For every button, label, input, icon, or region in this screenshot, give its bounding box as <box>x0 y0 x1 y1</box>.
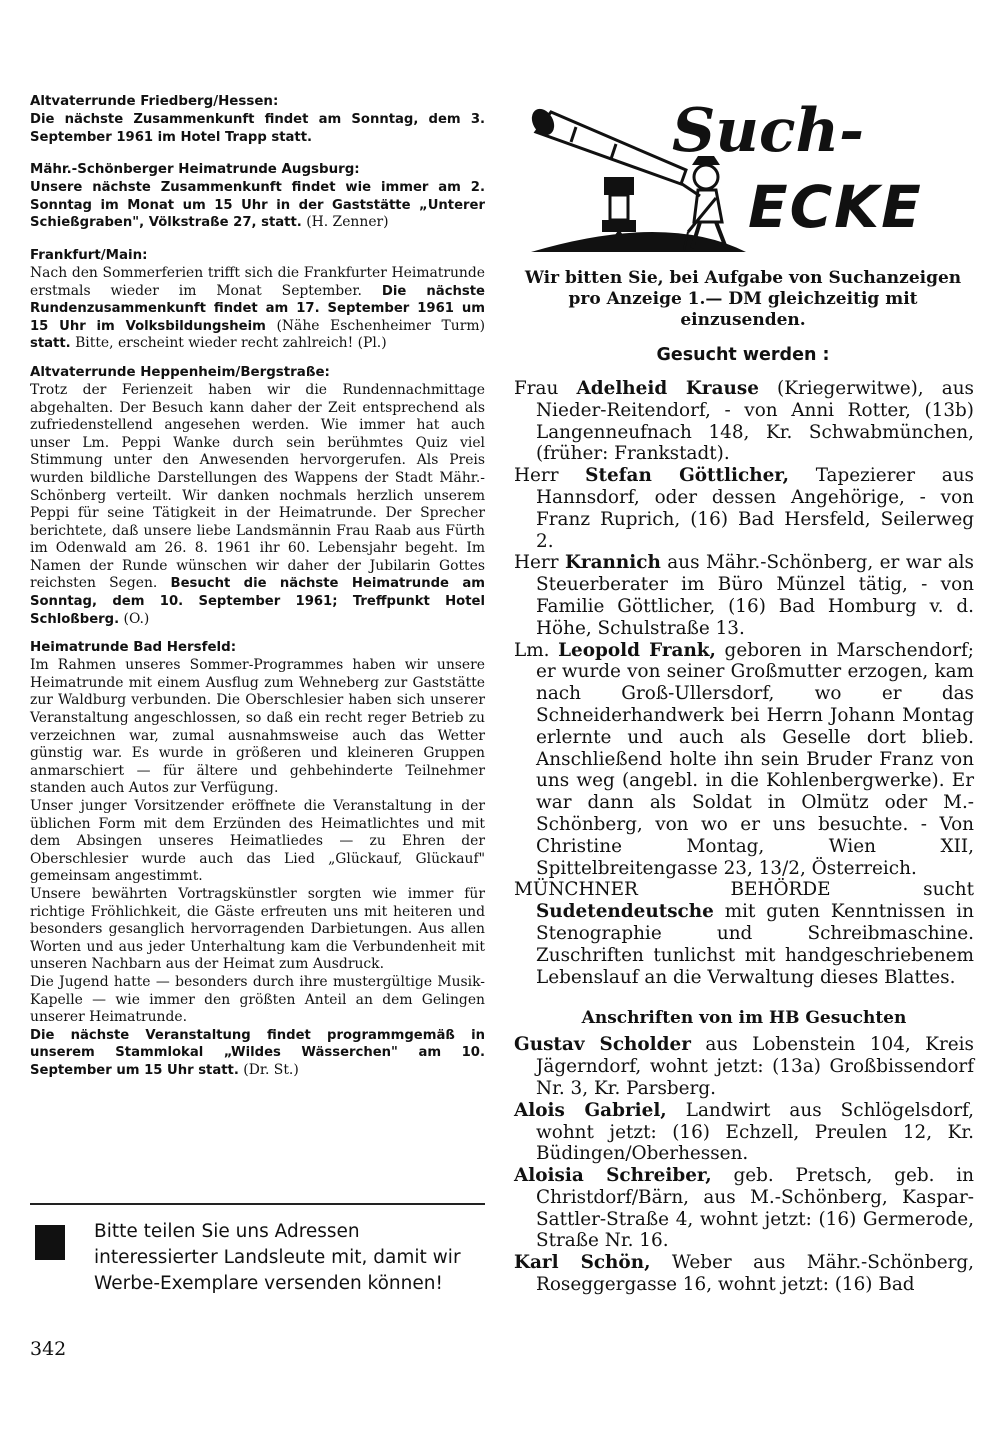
entry-name: Karl Schön, <box>514 1252 651 1274</box>
frankfurt-bold-2: statt. <box>30 336 71 352</box>
anschriften-heading: Anschriften von im HB Gesuchten <box>581 1008 907 1029</box>
hersfeld-para-4: Die Jugend hatte — besonders durch ihre mustergültige Musik-Kapelle — wie immer den größten Anteil an dem Gelingen unserer Heimatrunde. <box>30 973 485 1026</box>
section-text-augsburg <box>30 179 485 232</box>
anschrift-entry <box>514 1165 974 1252</box>
entry-prefix: Frau <box>514 378 577 399</box>
entry-text: Weber aus Mähr.-Schönberg, Roseggergasse 16, wohnt jetzt: (16) Bad <box>536 1252 974 1296</box>
section-heading-heppenheim: Altvaterrunde Heppenheim/Bergstraße: <box>30 364 330 380</box>
entry-name: Gustav Scholder <box>514 1034 691 1056</box>
heppenheim-bold: Besucht die nächste Heimatrunde am Sonntag, dem 10. September 1961; Treffpunkt Hotel Schloßberg. <box>30 576 485 627</box>
hersfeld-bold: Die nächste Veranstaltung findet programmgemäß in unserem Stammlokal „Wildes Wässerchen" am 10. September um 15 Uhr statt. <box>30 1027 485 1078</box>
logo-text-ecke: ECKE <box>748 173 923 241</box>
hersfeld-para-5 <box>30 1027 485 1080</box>
anschrift-entry <box>514 1034 974 1099</box>
gesucht-entry <box>514 378 974 465</box>
entry-text: aus Lobenstein 104, Kreis Jägerndorf, wohnt jetzt: (13a) Großbissendorf Nr. 3, Kr. Parsberg. <box>536 1034 974 1099</box>
hersfeld-tail: (Dr. St.) <box>238 1061 299 1078</box>
section-text-frankfurt <box>30 265 485 353</box>
page-number: 342 <box>30 1338 67 1360</box>
entry-prefix: MÜNCHNER BEHÖRDE sucht <box>514 879 974 901</box>
entry-prefix: Lm. <box>514 639 559 661</box>
frankfurt-location: (Nähe Eschenheimer Turm) <box>276 317 485 334</box>
anschrift-entry <box>514 1252 974 1296</box>
entry-name: Krannich <box>564 552 661 574</box>
gesucht-entry <box>514 640 974 880</box>
logo-text-such: Such- <box>672 96 865 166</box>
entries-list <box>514 378 974 1296</box>
entry-name: Leopold Frank, <box>558 639 716 661</box>
augsburg-bold-text: Unsere nächste Zusammenkunft findet wie immer am 2. Sonntag im Monat um 15 Uhr in der Gaststätte „Unterer Schießgraben", Völkstraße 27, statt. <box>30 180 485 231</box>
entry-text: (Kriegerwitwe), aus Nieder-Reitendorf, - von Anni Rotter, (13b) Langenneufnach 148, Kr. Schwabmünchen, (früher: Frankstadt). <box>536 378 974 465</box>
section-heading-hersfeld: Heimatrunde Bad Hersfeld: <box>30 640 237 656</box>
entry-text: Landwirt aus Schlögelsdorf, wohnt jetzt: (16) Echzell, Preulen 12, Kr. Büdingen/Oberhessen. <box>536 1099 974 1165</box>
section-heading-frankfurt: Frankfurt/Main: <box>30 247 148 263</box>
ad-text: Bitte teilen Sie uns Adressen interessierter Landsleute mit, damit wir Werbe-Exemplare versenden können! <box>94 1221 461 1294</box>
entry-name: Alois Gabriel, <box>514 1099 667 1121</box>
entry-text: geboren in Marschendorf; er wurde von seiner Großmutter erzogen, kam nach Groß-Ullersdorf, wo er das Schneiderhandwerk bei Herrn Johann Montag erlernte und auch als Geselle dort blieb. Anschließend holte ihn sein Bruder Franz von uns weg (angebl. in die Kohlenbergwerke). Er war dann als Soldat in Olmütz oder M.-Schönberg, von wo er uns besuchte. - Von Christine Montag, Wien XII, Spittelbreitengasse 23, 13/2, Österreich. <box>536 639 974 879</box>
entry-text: geb. Pretsch, geb. in Christdorf/Bärn, aus M.-Schönberg, Kaspar-Sattler-Straße 4, wohnt jetzt: (16) Germerode, Straße Nr. 16. <box>536 1165 974 1252</box>
notice-text: Wir bitten Sie, bei Aufgabe von Suchanzeigen pro Anzeige 1.— DM gleichzeitig mit einzusenden. <box>524 268 962 330</box>
entry-text: aus Mähr.-Schönberg, er war als Steuerberater im Büro Münzel tätig, - von Familie Göttlicher, (16) Bad Homburg v. d. Höhe, Schulstraße 13. <box>536 552 974 639</box>
entry-name: Sudetendeutsche <box>536 901 714 923</box>
hersfeld-para-2: Unser junger Vorsitzender eröffnete die Veranstaltung in der üblichen Form mit dem Erzünden des Heimatlichtes und mit dem Absingen unseres Heimatliedes — zu Ehren der Oberschlesier wurde auch das Lied „Glückauf, Glückauf" gemeinsam angestimmt. <box>30 798 485 885</box>
gesucht-entry <box>514 465 974 552</box>
heppenheim-tail: (O.) <box>119 610 150 627</box>
section-heading-friedberg: Altvaterrunde Friedberg/Hessen: <box>30 94 279 109</box>
entry-name: Aloisia Schreiber, <box>514 1165 712 1187</box>
ad-divider <box>30 1203 485 1205</box>
hersfeld-para-1: Im Rahmen unseres Sommer-Programmes haben wir unsere Heimatrunde mit einem Ausflug zum Wehneberg zur Gaststätte zur Waldburg verbunden. Die Oberschlesier haben sich unserer Veranstaltung angeschlossen, so daß ein recht reger Betrieb zu verzeichnen war, zumal ausnahmsweise auch das Wetter günstig war. Es wurde in größeren und kleineren Gruppen anmarschiert — für ältere und gehbehinderte Teilnehmer standen auch Autos zur Verfügung. <box>30 657 485 797</box>
frankfurt-tail: Bitte, erscheint wieder recht zahlreich! (Pl.) <box>75 335 387 352</box>
section-heading-augsburg: Mähr.-Schönberger Heimatrunde Augsburg: <box>30 162 360 178</box>
gesucht-entry <box>514 879 974 988</box>
frankfurt-bold-1: Die nächste Rundenzusammenkunft findet am 17. September 1961 um 15 Uhr im Volksbildungsheim <box>30 283 485 334</box>
hersfeld-para-3: Unsere bewährten Vortragskünstler sorgten wie immer für richtige Fröhlichkeit, die Gäste erfreuten uns mit heiteren und besonders gesanglich hervorragenden Darbietungen. Aus allen Worten und aus jeder Unterhaltung kam die Verbundenheit mit unseren Nachbarn aus der Heimat zum Ausdruck. <box>30 885 485 973</box>
left-column <box>30 92 485 1080</box>
anschrift-entry <box>514 1100 974 1165</box>
heppenheim-body: Trotz der Ferienzeit haben wir die Rundennachmittage abgehalten. Der Besuch kann daher der Zeit entsprechend als zufriedenstellend angesehen werden. Wie immer hat auch unser Lm. Peppi Wanke durch sein berühmtes Quiz viel Stimmung unter den Anwesenden hervorgerufen. Als Preis wurden bildliche Darstellungen des Wappens der Stadt Mähr.-Schönberg verteilt. Wir danken nochmals herzlich unserem Peppi für seine Tätigkeit in der Heimatrunde. Der Sprecher berichtete, daß unsere liebe Landsmännin Frau Raab aus Fürth im Odenwald am 26. 8. 1961 ihr 60. Lebensjahr begeht. Im Namen der Runde wünschen wir daher der Jubilarin Gottes reichsten Segen. <box>30 381 485 592</box>
entry-name: Stefan Göttlicher, <box>585 465 790 487</box>
section-text-heppenheim <box>30 382 485 628</box>
section-text-friedberg: Die nächste Zusammenkunft findet am Sonntag, dem 3. September 1961 im Hotel Trapp statt. <box>30 112 485 145</box>
entry-name: Adelheid Krause <box>576 378 759 399</box>
gesucht-entry <box>514 552 974 639</box>
entry-text: Tapezierer aus Hannsdorf, oder dessen Angehörige, - von Franz Ruprich, (16) Bad Hersfeld, Seilerweg 2. <box>536 465 974 552</box>
ad-square-icon <box>35 1225 65 1260</box>
entry-prefix: Herr <box>514 552 565 574</box>
entry-text: mit guten Kenntnissen in Stenographie und Schreibmaschine. Zuschriften tunlichst mit handgeschriebenem Lebenslauf an die Verwaltung dieses Blattes. <box>536 901 974 988</box>
frankfurt-intro: Nach den Sommerferien trifft sich die Frankfurter Heimatrunde erstmals wieder im Monat September. <box>30 264 485 299</box>
augsburg-signature: (H. Zenner) <box>301 214 389 231</box>
gesucht-heading: Gesucht werden : <box>656 345 830 365</box>
entry-prefix: Herr <box>514 465 586 487</box>
